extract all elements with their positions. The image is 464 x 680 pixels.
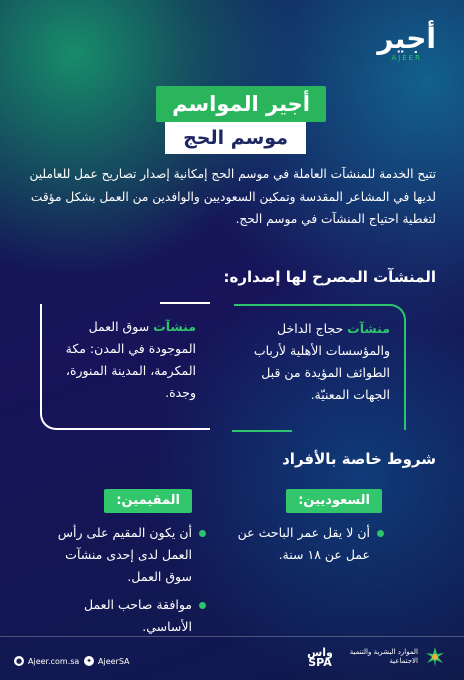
logo-subtext: AJEER [391,54,422,62]
subtitle: موسم الحج [165,122,306,154]
logo-text: أجير [377,22,436,55]
globe-icon: ● [15,657,23,665]
twitter-link[interactable] [84,656,130,666]
ministry-logo [342,646,446,668]
card-text: سوق العمل الموجودة في المدن: مكة المكرمة، المدينة المنورة، وجدة. [65,319,196,400]
authorized-card-hajj [234,304,406,430]
saudis-list [234,522,384,572]
list-item: أن يكون المقيم على رأس العمل لدى إحدى منشآت سوق العمل. [36,522,206,588]
authorized-heading: المنشآت المصرح لها إصداره: [223,268,436,286]
website-link[interactable] [14,656,79,666]
authorized-card-market [40,304,210,430]
intro-paragraph: تتيح الخدمة للمنشآت العاملة في موسم الحج إمكانية إصدار تصاريح عمل للعاملين لديها في المشاعر المقدسة وتمكين السعوديين والوافدين من العمل بشكل مؤقت لتغطية احتياج المنشآت في موسم الحج. [29,167,436,226]
ministry-name: الموارد البشرية والتنمية الاجتماعية [349,648,418,665]
residents-list [36,522,206,644]
list-item: أن لا يقل عمر الباحث عن عمل عن ١٨ سنة. [234,522,384,566]
card-text: حجاج الداخل والمؤسسات الأهلية لأرباب الطوائف المؤيدة من قبل الجهات المعنيّة. [253,321,390,402]
twitter-icon: ✦ [84,656,94,666]
website-text: Ajeer.com.sa [28,656,80,666]
footer [0,636,464,680]
spa-logo [300,648,340,668]
list-item: موافقة صاحب العمل الأساسي. [36,594,206,638]
conditions-heading: شروط خاصة بالأفراد [282,450,436,468]
saudis-label: السعوديين: [286,489,382,513]
twitter-text: AjeerSA [98,656,130,666]
ministry-star-icon [424,646,446,668]
ajeer-logo [377,24,436,62]
card-highlight: منشآت [347,321,390,336]
card-highlight: منشآت [153,319,196,334]
spa-latin: SPA [308,656,332,669]
residents-label: المقيمين: [104,489,192,513]
spa-arabic: واس [307,646,333,659]
main-title: أجير المواسم [156,86,326,122]
